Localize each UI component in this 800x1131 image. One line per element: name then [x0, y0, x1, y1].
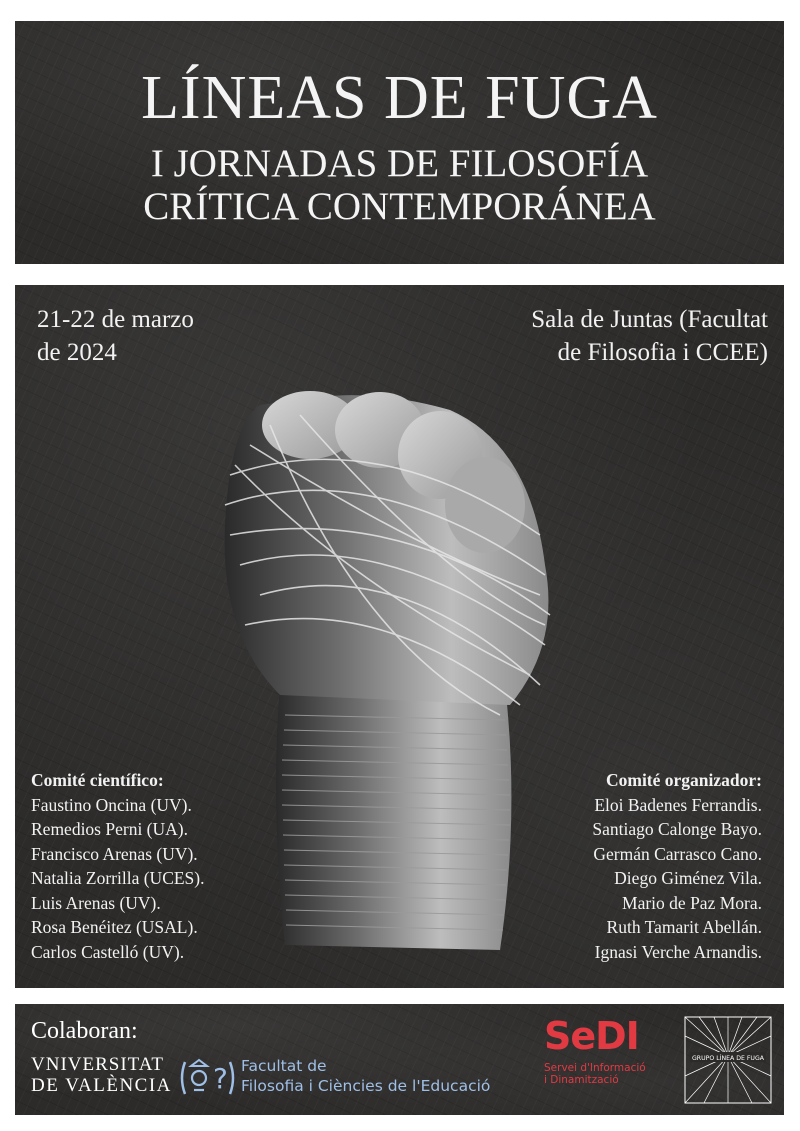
sponsors-footer — [15, 1004, 784, 1115]
main-panel — [15, 285, 784, 988]
facultat-text — [241, 1056, 541, 1096]
comite-organizador-member: Germán Carrasco Cano. — [593, 843, 762, 864]
comite-cientifico-member: Faustino Oncina (UV). — [31, 794, 192, 815]
comite-organizador — [502, 768, 762, 964]
event-venue-line-1: Sala de Juntas (Facultat — [531, 306, 768, 333]
uv-logo-line-1: VNIVERSITAT — [31, 1054, 164, 1075]
comite-organizador-member: Mario de Paz Mora. — [622, 892, 762, 913]
poster-subtitle-line-1: I JORNADAS DE FILOSOFÍA — [150, 142, 649, 185]
sedi-wordmark: SeDI — [544, 1014, 639, 1058]
event-date-line-1: 21-22 de marzo — [37, 306, 194, 333]
event-date-line-2: de 2024 — [37, 339, 117, 366]
uv-logo-line-2: DE VALÈNCIA — [31, 1075, 172, 1096]
poster-subtitle-line-2: CRÍTICA CONTEMPORÁNEA — [143, 185, 656, 228]
comite-cientifico-member: Natalia Zorrilla (UCES). — [31, 868, 205, 888]
event-venue — [448, 303, 768, 369]
comite-organizador-member: Ruth Tamarit Abellán. — [606, 917, 762, 937]
comite-organizador-member: Diego Giménez Vila. — [614, 868, 762, 888]
comite-cientifico-member: Carlos Castelló (UV). — [31, 941, 185, 962]
title-banner — [15, 21, 784, 264]
universitat-valencia-logo — [31, 1054, 191, 1096]
sedi-subtitle-line-2: i Dinamització — [544, 1074, 619, 1086]
comite-organizador-member: Eloi Badenes Ferrandis. — [594, 794, 762, 815]
comite-cientifico-member: Luis Arenas (UV). — [31, 892, 161, 913]
facultat-line-2: Filosofia i Ciències de l'Educació — [241, 1077, 491, 1095]
sedi-logo — [542, 1016, 672, 1086]
sedi-subtitle-line-1: Servei d'Informació — [544, 1062, 646, 1074]
grupo-label: GRUPO LÍNEA DE FUGA — [692, 1055, 764, 1062]
event-date — [37, 303, 297, 369]
comite-organizador-member: Santiago Calonge Bayo. — [592, 819, 762, 839]
svg-text:?: ? — [213, 1062, 228, 1095]
comite-cientifico-member: Remedios Perni (UA). — [31, 819, 188, 839]
comite-cientifico-member: Francisco Arenas (UV). — [31, 843, 198, 864]
comite-organizador-heading: Comité organizador: — [605, 770, 762, 790]
colaboran-label: Colaboran: — [31, 1018, 138, 1044]
grupo-linea-de-fuga-logo — [684, 1016, 772, 1104]
comite-cientifico-member: Rosa Benéitez (USAL). — [31, 917, 198, 937]
event-venue-line-2: de Filosofia i CCEE) — [557, 339, 768, 366]
sedi-subtitle — [542, 1062, 672, 1086]
facultat-line-1: Facultat de — [241, 1057, 327, 1075]
comite-cientifico-heading: Comité científico: — [31, 770, 164, 790]
comite-organizador-member: Ignasi Verche Arnandis. — [594, 941, 762, 962]
poster-title: LÍNEAS DE FUGA — [141, 64, 658, 132]
facultat-question-icon — [177, 1056, 237, 1100]
comite-cientifico — [31, 768, 291, 964]
